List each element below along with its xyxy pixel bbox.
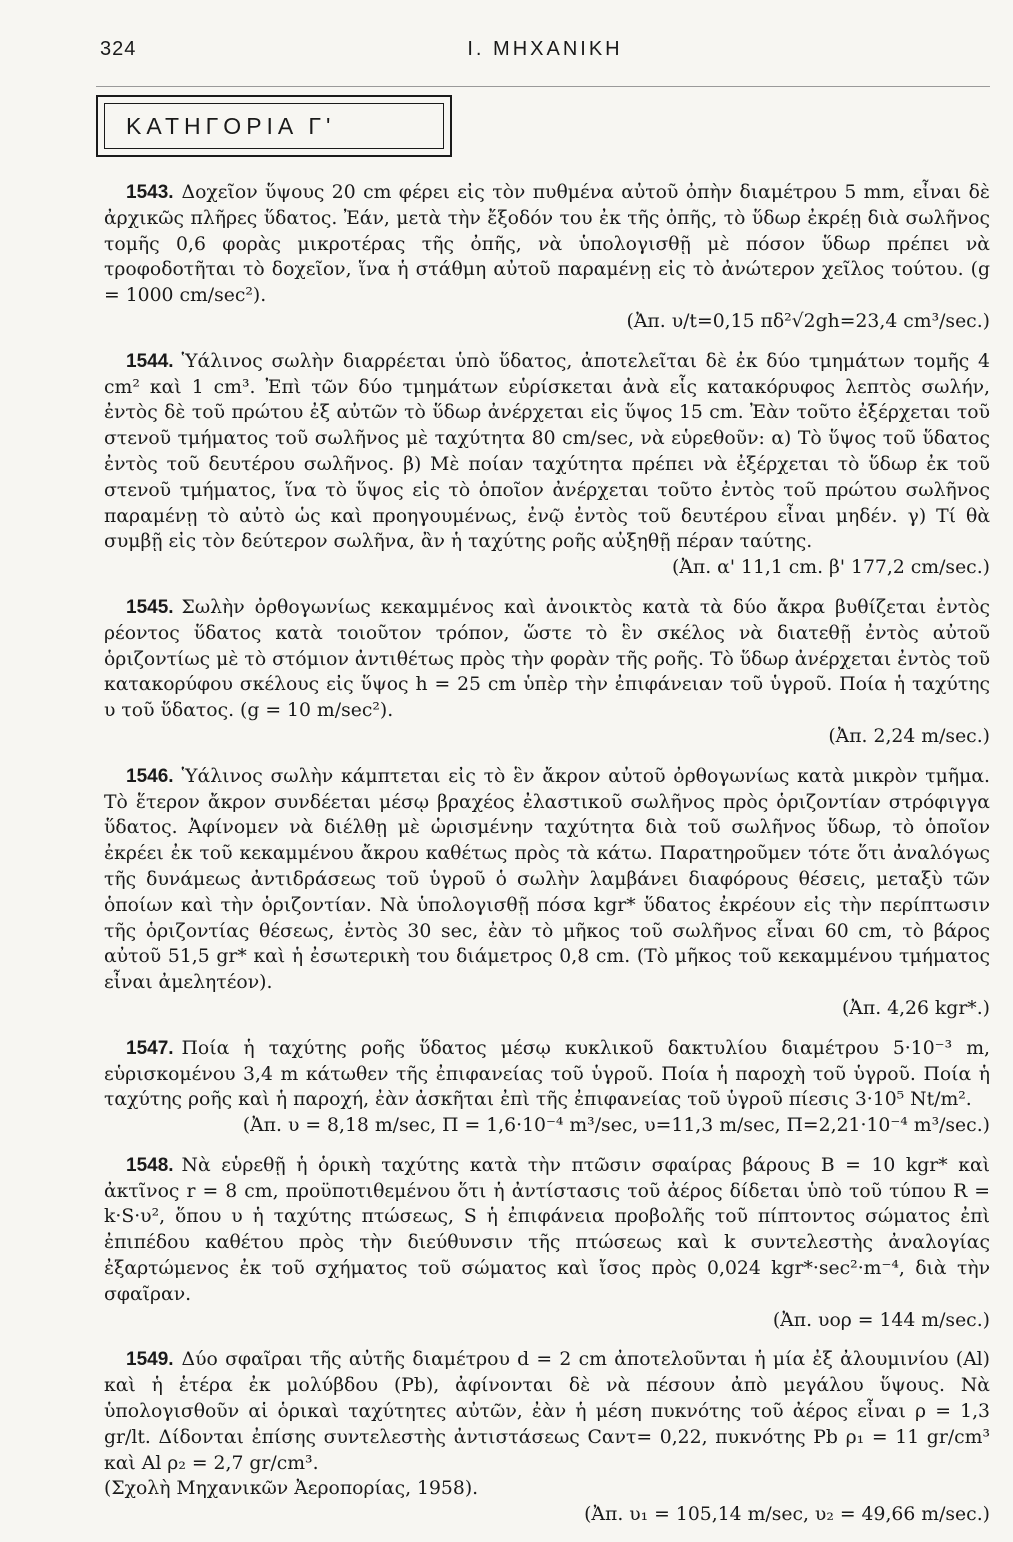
problem-number: 1549. bbox=[126, 1349, 174, 1371]
problem-number: 1544. bbox=[126, 350, 174, 372]
problem-1548 bbox=[104, 1153, 990, 1334]
problem-number: 1543. bbox=[126, 182, 174, 203]
problem-text: Δοχεῖον ὕψους 20 cm φέρει εἰς τὸν πυθμένα αὐτοῦ ὀπὴν διαμέτρου 5 mm, εἶναι δὲ ἀρχικῶς πλῆρες ὕδατος. Ἐάν, μετὰ τὴν ἔξοδόν του ἐκ τῆς ὀπῆς, τὸ ὕδωρ ἐκρέῃ διὰ σωλῆνος τομῆς 0,6 φορὰς μικροτέρας τῆς ὀπῆς, νὰ ὑπολογισθῇ μὲ πόσον ὕδωρ πρέπει νὰ τροφοδοτῆται τὸ δοχεῖον, ἵνα ἡ στάθμη αὐτοῦ παραμένῃ εἰς τὸ ἀνώτερον χεῖλος τούτου. (g = 1000 cm/sec²). bbox=[104, 182, 990, 307]
problem-answer: (Ἀπ. υ/t=0,15 πδ²√2gh=23,4 cm³/sec.) bbox=[626, 310, 990, 332]
problem-answer: (Ἀπ. υορ = 144 m/sec.) bbox=[772, 1309, 990, 1331]
problem-number: 1547. bbox=[126, 1037, 174, 1059]
problem-1543 bbox=[104, 180, 990, 335]
problem-answer: (Ἀπ. 4,26 kgr*.) bbox=[841, 997, 990, 1019]
problem-1547 bbox=[104, 1036, 990, 1139]
problem-number: 1546. bbox=[126, 765, 174, 787]
problem-answer: (Ἀπ. υ = 8,18 m/sec, Π = 1,6·10⁻⁴ m³/sec, υ=11,3 m/sec, Π=2,21·10⁻⁴ m³/sec.) bbox=[242, 1115, 990, 1137]
problem-text: Ὑάλινος σωλὴν διαρρέεται ὑπὸ ὕδατος, ἀποτελεῖται δὲ ἐκ δύο τμημάτων τομῆς 4 cm² καὶ 1 cm³. Ἐπὶ τῶν δύο τμημάτων εὑρίσκεται ἀνὰ εἷς κατακόρυφος λεπτὸς σωλήν, ἐντὸς δὲ τοῦ πρώτου ἐξ αὐτῶν τὸ ὕδωρ ἀνέρχεται εἰς ὕψος 15 cm. Ἐὰν τοῦτο ἐξέρχεται τοῦ στενοῦ τμήματος τοῦ σωλῆνος μὲ ταχύτητα 80 cm/sec, νὰ εὑρεθοῦν: α) Τὸ ὕψος τοῦ ὕδατος ἐντὸς τοῦ δευτέρου σωλῆνος. β) Μὲ ποίαν ταχύτητα πρέπει νὰ ἐξέρχεται τὸ ὕδωρ ἐκ τοῦ στενοῦ τμήματος, ἵνα τὸ ὕψος εἰς τὸ ὁποῖον ἀνέρχεται τοῦτο ἐντὸς τοῦ πρώτου σωλῆνος παραμένῃ τὸ αὐτὸ ὡς καὶ προηγουμένως, ἐνῷ ἐντὸς τοῦ δευτέρου εἶναι μηδέν. γ) Τί θὰ συμβῇ εἰς τὸν δεύτερον σωλῆνα, ἂν ἡ ταχύτης ροῆς αὐξηθῇ πέραν ταύτης. bbox=[104, 350, 990, 553]
header-divider bbox=[96, 86, 990, 87]
problem-1545 bbox=[104, 595, 990, 750]
problem-text: Σωλὴν ὀρθογωνίως κεκαμμένος καὶ ἀνοικτὸς κατὰ τὰ δύο ἄκρα βυθίζεται ἐντὸς ρέοντος ὕδατος κατὰ τοιοῦτον τρόπον, ὥστε τὸ ἓν σκέλος νὰ διατεθῇ ἐντὸς αὐτοῦ ὁριζοντίως μὲ τὸ στόμιον ἀντιθέτως πρὸς τὴν φορὰν τῆς ροῆς. Τὸ ὕδωρ ἀνέρχεται ἐντὸς τοῦ κατακορύφου σκέλους εἰς ὕψος h = 25 cm ὑπὲρ τὴν ἐπιφάνειαν τοῦ ὑγροῦ. Ποία ἡ ταχύτης υ τοῦ ὕδατος. (g = 10 m/sec²). bbox=[104, 596, 990, 722]
problems-list bbox=[104, 180, 990, 1542]
problem-text: Ὑάλινος σωλὴν κάμπτεται εἰς τὸ ἓν ἄκρον αὐτοῦ ὀρθογωνίως κατὰ μικρὸν τμῆμα. Τὸ ἕτερον ἄκρον συνδέεται μέσῳ βραχέος ἐλαστικοῦ σωλῆνος πρὸς ὁριζοντίαν στρόφιγγα ὕδατος. Ἀφίνομεν νὰ διέλθῃ μὲ ὡρισμένην ταχύτητα διὰ τοῦ σωλῆνος ὕδωρ, τὸ ὁποῖον ἐκρέει ἐκ τοῦ κεκαμμένου ἄκρου καθέτως πρὸς τὰ κάτω. Παρατηροῦμεν τότε ὅτι ἀναλόγως τῆς δυνάμεως ἀντιδράσεως τοῦ ὑγροῦ ὁ σωλὴν λαμβάνει διαφόρους θέσεις, μεταξὺ τῶν ὁποίων καὶ τὴν ὁριζοντίαν. Νὰ ὑπολογισθῇ πόσα kgr* ὕδατος ἐκρέουν εἰς τὴν περίπτωσιν τῆς ὁριζοντίας θέσεως, ἐντὸς 30 sec, ἐὰν τὸ μῆκος τοῦ σωλῆνος εἶναι 60 cm, τὸ βάρος αὐτοῦ 51,5 gr* καὶ ἡ ἐσωτερικὴ του διάμετρος 0,8 cm. (Τὸ μῆκος τοῦ κεκαμμένου τμήματος εἶναι ἀμελητέον). bbox=[104, 765, 990, 994]
problem-text: Δύο σφαῖραι τῆς αὐτῆς διαμέτρου d = 2 cm ἀποτελοῦνται ἡ μία ἐξ ἀλουμινίου (Al) καὶ ἡ ἑτέρα ἐκ μολύβδου (Pb), ἀφίνονται δὲ νὰ πέσουν ἀπὸ μεγάλου ὕψους. Νὰ ὑπολογισθοῦν αἱ ὁρικαὶ ταχύτητες αὐτῶν, ἐὰν ἡ μέση πυκνότης τοῦ ἀέρος εἶναι ρ = 1,3 gr/lt. Δίδονται ἐπίσης συντελεστὴς ἀντιστάσεως Cαντ= 0,22, πυκνότης Pb ρ₁ = 11 gr/cm³ καὶ Al ρ₂ = 2,7 gr/cm³. bbox=[104, 1349, 990, 1474]
problem-answer: (Ἀπ. α' 11,1 cm. β' 177,2 cm/sec.) bbox=[672, 557, 990, 579]
category-title: ΚΑΤΗΓΟΡΙΑ Γ' bbox=[126, 113, 336, 139]
problem-text: Νὰ εὑρεθῇ ἡ ὁρικὴ ταχύτης κατὰ τὴν πτῶσιν σφαίρας βάρους B = 10 kgr* καὶ ἀκτῖνος r = 8 cm, προϋποτιθεμένου ὅτι ἡ ἀντίστασις τοῦ ἀέρος δίδεται ὑπὸ τοῦ τύπου R = k·S·υ², ὅπου υ ἡ ταχύτης πτώσεως, S ἡ ἐπιφάνεια προβολῆς τοῦ πίπτοντος σώματος ἐπὶ ἐπιπέδου καθέτου πρὸς τὴν διεύθυνσιν τῆς πτώσεως καὶ k συντελεστὴς ἀναλογίας ἐξαρτώμενος ἐκ τοῦ σχήματος τοῦ σώματος καὶ ἴσος πρὸς 0,024 kgr*·sec²·m⁻⁴, διὰ τὴν σφαῖραν. bbox=[104, 1154, 990, 1305]
problem-number: 1545. bbox=[126, 596, 174, 618]
problem-answer: (Ἀπ. 2,24 m/sec.) bbox=[828, 725, 990, 747]
category-box bbox=[96, 95, 452, 157]
problem-answer: (Ἀπ. υ₁ = 105,14 m/sec, υ₂ = 49,66 m/sec.) bbox=[584, 1504, 990, 1526]
problem-text: Ποία ἡ ταχύτης ροῆς ὕδατος μέσῳ κυκλικοῦ δακτυλίου διαμέτρου 5·10⁻³ m, εὑρισκομένου 3,4 m κάτωθεν τῆς ἐπιφανείας τοῦ ὑγροῦ. Ποία ἡ παροχὴ τοῦ ὑγροῦ. Ποία ἡ ταχύτης ροῆς καὶ ἡ παροχή, ἐὰν ἀσκῆται ἐπὶ τῆς ἐπιφανείας τοῦ ὑγροῦ πίεσις 3·10⁵ Nt/m². bbox=[104, 1037, 990, 1111]
problem-number: 1548. bbox=[126, 1154, 174, 1176]
problem-1544 bbox=[104, 349, 990, 581]
page-header bbox=[100, 38, 990, 72]
problem-1549 bbox=[104, 1347, 990, 1528]
problem-1546 bbox=[104, 764, 990, 1022]
page-number: 324 bbox=[100, 38, 137, 60]
problem-source: (Σχολὴ Μηχανικῶν Ἀεροπορίας, 1958). bbox=[104, 1478, 479, 1500]
running-title: Ι. ΜΗΧΑΝΙΚΗ bbox=[467, 38, 623, 60]
